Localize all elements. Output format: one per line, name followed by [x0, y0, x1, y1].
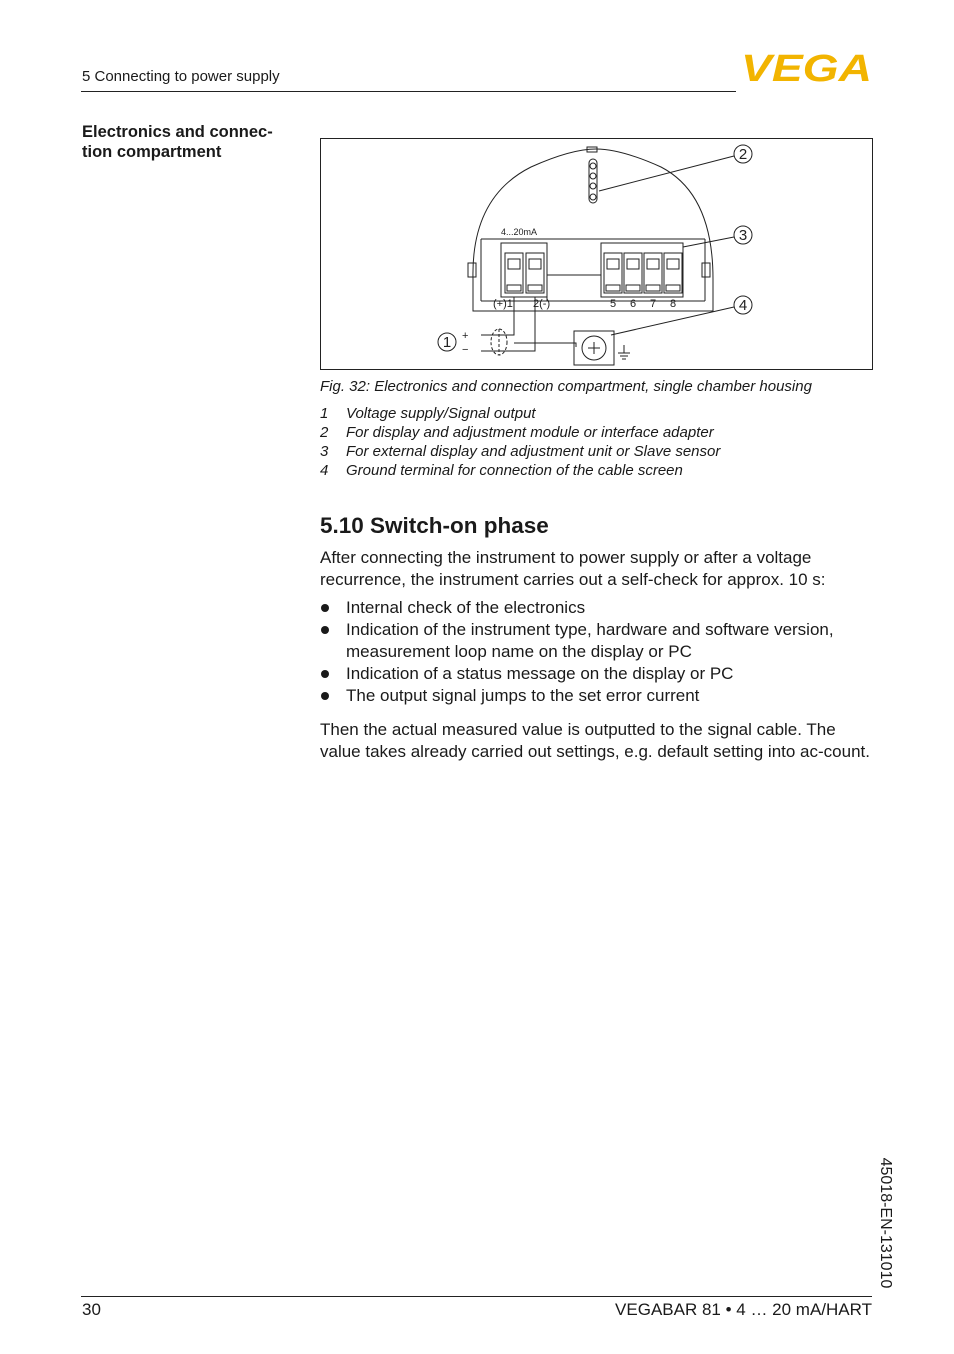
figure-wiring-diagram — [320, 138, 873, 370]
bullet-icon — [321, 692, 329, 700]
callout-1-label: 1 — [442, 334, 452, 351]
section-title: 5.10 Switch-on phase — [320, 513, 549, 538]
terminal-platform — [481, 239, 705, 301]
header-rule — [81, 91, 736, 92]
plus-sign: + — [462, 330, 469, 342]
logo-text: VEGA — [741, 52, 872, 83]
footer-rule — [81, 1296, 872, 1297]
intro-paragraph: After connecting the instrument to power supply or after a voltage recurrence, the instrument carries out a self-check for approx. 10 s: — [320, 548, 826, 589]
terminal-6-label: 6 — [630, 298, 637, 310]
outro-paragraph: Then the actual measured value is outputted to the signal cable. The value takes already carried out settings, e.g. default setting into ac-count. — [320, 720, 870, 761]
bullet-list — [320, 597, 872, 707]
list-item: Internal check of the electronics — [320, 597, 872, 619]
bullet-icon — [321, 626, 329, 634]
terminal-block-power — [501, 243, 547, 297]
legend-item: 1 Voltage supply/Signal output — [320, 405, 536, 422]
list-item: Indication of a status message on the display or PC — [320, 663, 872, 685]
callout-3-label: 3 — [738, 227, 748, 244]
ground-symbol — [618, 345, 630, 359]
legend-item: 2 For display and adjustment module or interface adapter — [320, 424, 714, 441]
bullet-icon — [321, 604, 329, 612]
document-id: 45018-EN-131010 — [877, 1157, 894, 1289]
terminal-8-label: 8 — [670, 298, 677, 310]
terminal-7-label: 7 — [650, 298, 657, 310]
page-number: 30 — [82, 1300, 101, 1319]
running-header: 5 Connecting to power supply — [82, 68, 280, 85]
product-name: VEGABAR 81 • 4 … 20 mA/HART — [615, 1300, 872, 1319]
legend-item: 3 For external display and adjustment unit or Slave sensor — [320, 443, 721, 460]
side-heading: Electronics and connec- tion compartment — [82, 123, 273, 161]
legend-item: 4 Ground terminal for connection of the cable screen — [320, 462, 683, 479]
figure-legend — [320, 404, 720, 480]
list-item: The output signal jumps to the set error current — [320, 685, 872, 707]
callout-4-label: 4 — [738, 297, 748, 314]
bullet-icon — [321, 670, 329, 678]
current-label: 4...20mA — [501, 227, 538, 237]
vega-logo — [741, 52, 872, 83]
callout-2-label: 2 — [738, 146, 748, 163]
terminal-1-label: (+)1 — [493, 298, 513, 310]
terminal-5-label: 5 — [610, 298, 617, 310]
terminal-2-label: 2(-) — [533, 298, 551, 310]
minus-sign: − — [462, 344, 469, 356]
list-item: Indication of the instrument type, hardware and software version, measurement loop name on the display or PC — [320, 619, 872, 663]
figure-caption: Fig. 32: Electronics and connection compartment, single chamber housing — [320, 378, 812, 395]
